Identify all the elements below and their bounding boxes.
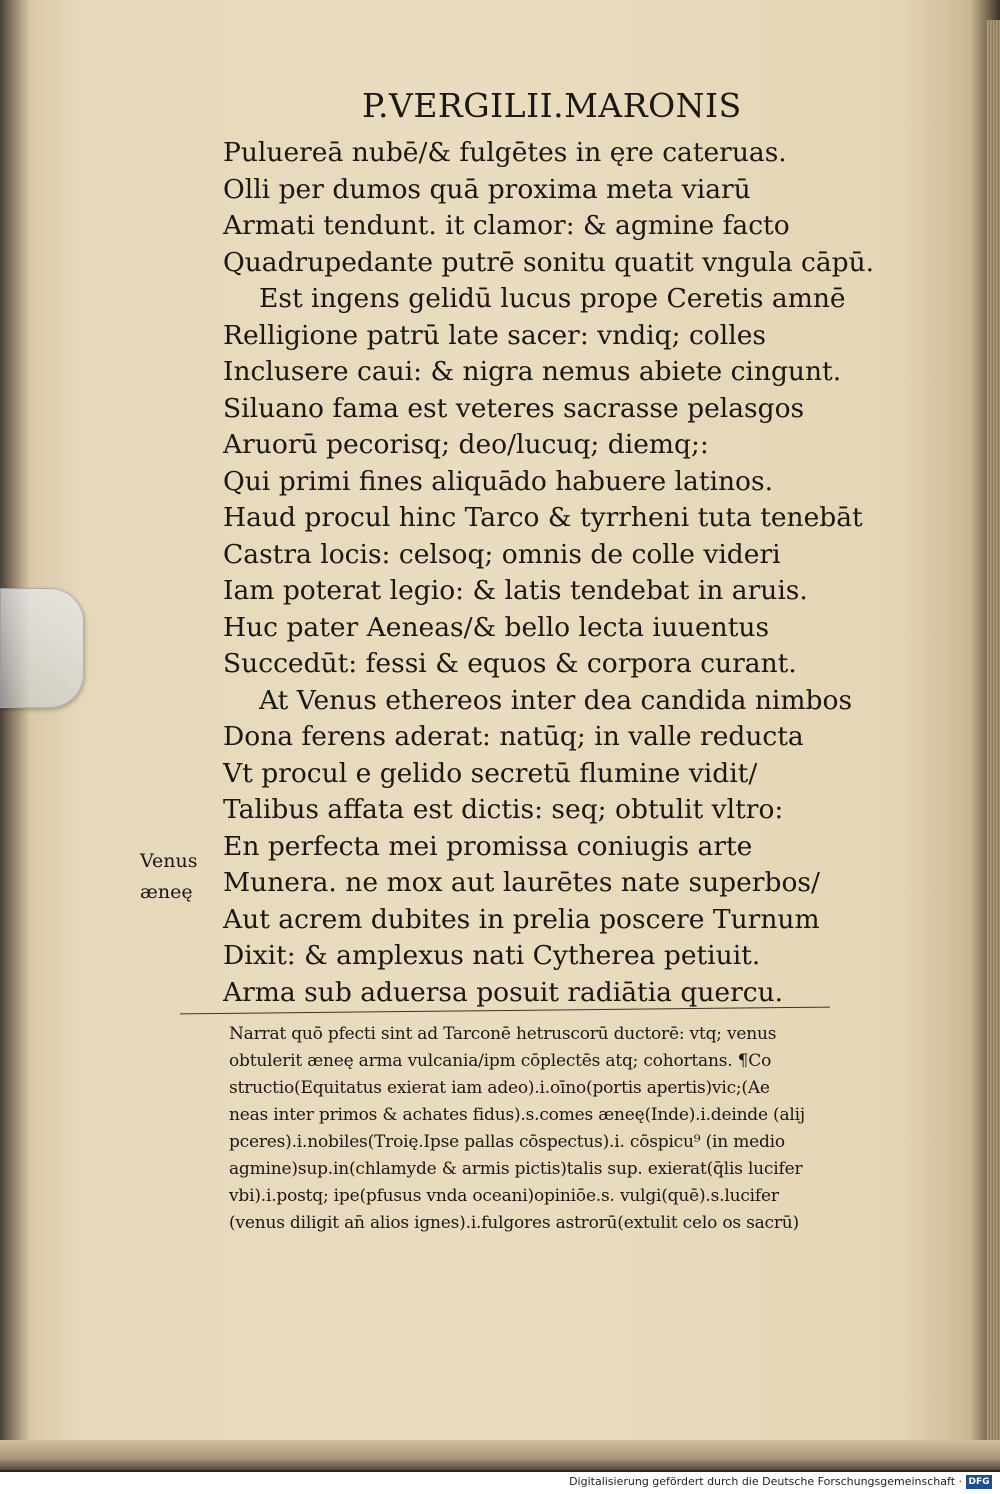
verse-line: Talibus affata est dictis: seq; obtulit vltro: — [223, 794, 784, 825]
verse-line: Armati tendunt. it clamor: & agmine facto — [223, 210, 790, 241]
funding-credit: Digitalisierung gefördert durch die Deutsche Forschungsgemeinschaft · — [569, 1475, 962, 1488]
commentary-line: pceres).i.nobiles(Troię.Ipse pallas cōspectus).i. cōspicu⁹ (in medio — [229, 1132, 785, 1152]
commentary-line: structio(Equitatus exierat iam adeo).i.oīno(portis apertis)vic;(Ae — [229, 1078, 770, 1098]
dfg-logo-icon: DFG — [966, 1475, 992, 1489]
verse-line: Vt procul e gelido secretū flumine vidit/ — [223, 757, 758, 789]
commentary-line: neas inter primos & achates fidus).s.comes æneę(Inde).i.deinde (alij — [229, 1105, 805, 1125]
commentary-text — [229, 1021, 929, 1237]
margin-note-line: æneę — [140, 881, 193, 903]
verse-line: Dixit: & amplexus nati Cytherea petiuit. — [223, 940, 761, 971]
verse-line: Qui primi fines aliquādo habuere latinos. — [223, 465, 773, 497]
commentary-line: (venus diligit an̄ alios ignes).i.fulgores astrorū(extulit celo os sacrū) — [229, 1213, 799, 1233]
commentary-line: obtulerit æneę arma vulcania/ipm cōplectēs atq; cohortans. ¶Co — [229, 1051, 772, 1071]
margin-note-line: Venus — [140, 850, 198, 872]
verse-line: Haud procul hinc Tarco & tyrrheni tuta tenebāt — [223, 502, 863, 533]
margin-note — [140, 846, 197, 908]
verse-line: Relligione patrū late sacer: vndiq; colles — [223, 319, 766, 351]
verse-line: At Venus ethereos inter dea candida nimbos — [259, 684, 853, 716]
page-clip — [0, 588, 84, 708]
verse-line: Castra locis: celsoq; omnis de colle videri — [223, 538, 781, 570]
page-bottom-edge — [0, 1440, 1000, 1470]
verse-line: Succedūt: fessi & equos & corpora curant. — [223, 648, 797, 679]
verse-line: Aruorū pecorisq; deo/lucuq; diemq;: — [223, 429, 709, 460]
verse-line: Huc pater Aeneas/& bello lecta iuuentus — [223, 611, 770, 643]
verse-line: Quadrupedante putrē sonitu quatit vngula cāpū. — [223, 246, 875, 278]
verse-line: Arma sub aduersa posuit radiātia quercu. — [223, 976, 784, 1008]
verse-line: Est ingens gelidū lucus prope Ceretis amnē — [259, 283, 846, 314]
verse-line: Inclusere caui: & nigra nemus abiete cingunt. — [223, 356, 842, 387]
verse-line: Iam poterat legio: & latis tendebat in aruis. — [223, 575, 808, 606]
commentary-line: Narrat quō pfecti sint ad Tarconē hetruscorū ductorē: vtq; venus — [229, 1024, 777, 1044]
commentary-line: vbi).i.postq; ipe(pfusus vnda oceani)opiniōe.s. vulgi(quē).s.lucifer — [229, 1186, 779, 1206]
verse-line: Puluereā nubē/& fulgētes in ęre cateruas. — [223, 137, 787, 168]
running-head: P.VERGILII.MARONIS — [362, 86, 742, 125]
verse-line: Aut acrem dubites in prelia poscere Turnum — [223, 903, 820, 935]
commentary-line: agmine)sup.in(chlamyde & armis pictis)talis sup. exierat(q̄lis lucifer — [229, 1159, 803, 1179]
verse-text — [223, 135, 913, 1011]
verse-line: En perfecta mei promissa coniugis arte — [223, 830, 753, 862]
page-edges — [986, 20, 1000, 1460]
verse-line: Dona ferens aderat: natūq; in valle reducta — [223, 721, 804, 752]
verse-line: Siluano fama est veteres sacrasse pelasgos — [223, 392, 805, 424]
verse-line: Munera. ne mox aut laurētes nate superbos/ — [223, 867, 820, 898]
verse-line: Olli per dumos quā proxima meta viarū — [223, 173, 751, 205]
